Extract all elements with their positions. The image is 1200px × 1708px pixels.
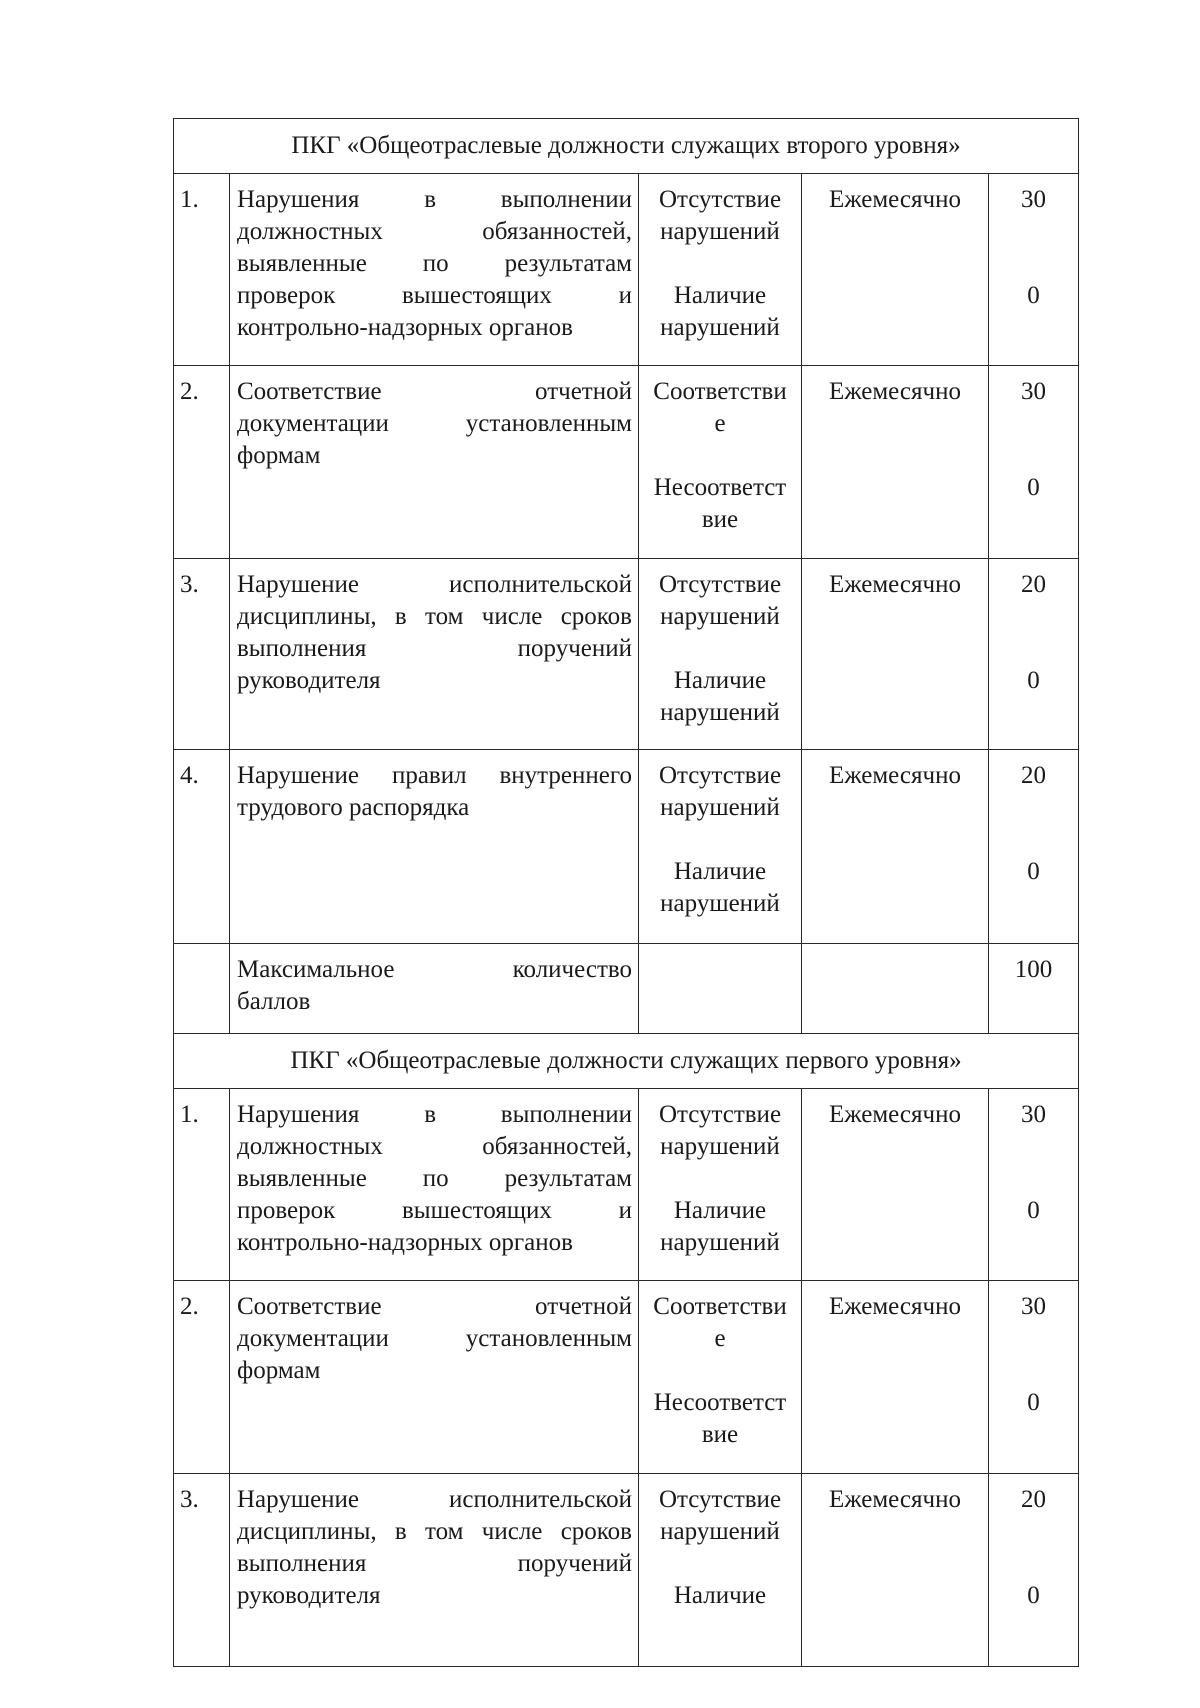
period-cell (802, 1281, 989, 1474)
points-max: 30 (1021, 1101, 1047, 1128)
criterion-line: выявленные по результатам (237, 250, 632, 277)
period-cell (802, 750, 989, 944)
max-points-value: 100 (1014, 956, 1053, 983)
row-number-text: 1. (180, 186, 199, 213)
criterion-line: должностных обязанностей, (237, 1133, 632, 1160)
criterion-line: выявленные по результатам (237, 1165, 632, 1192)
section-title (174, 119, 1079, 174)
points-max: 20 (1021, 1486, 1047, 1513)
criterion-line: Нарушения в выполнении (237, 186, 632, 213)
row-number (174, 366, 230, 559)
criterion-cell (230, 1281, 639, 1474)
criterion-line: формам (237, 1357, 321, 1384)
value-cell (639, 559, 802, 750)
criterion-line: проверок вышестоящих и (237, 282, 632, 309)
row-number (174, 1281, 230, 1474)
row-number-text: 3. (180, 1486, 199, 1513)
table-row (174, 1474, 1079, 1667)
row-number (174, 1089, 230, 1281)
criterion-line: руководителя (237, 667, 381, 694)
criterion-line: руководителя (237, 1582, 381, 1609)
period-text: Ежемесячно (829, 1486, 961, 1513)
table-row (174, 174, 1079, 366)
points-cell (989, 1281, 1079, 1474)
value-positive: Соответстви е (653, 1293, 787, 1352)
points-min: 0 (1027, 667, 1040, 694)
criterion-line: Соответствие отчетной (237, 1293, 632, 1320)
criterion-line: документации установленным (237, 1325, 632, 1352)
criterion-cell (230, 1474, 639, 1667)
criterion-line: контрольно-надзорных органов (237, 314, 573, 341)
value-positive: Соответстви е (653, 378, 787, 437)
value-negative: Наличие нарушений (660, 667, 780, 726)
row-number (174, 559, 230, 750)
points-min: 0 (1027, 282, 1040, 309)
criterion-line: Нарушение исполнительской (237, 1486, 632, 1513)
row-number-text: 3. (180, 571, 199, 598)
max-label-line: Максимальное количество (237, 956, 632, 983)
table-row (174, 366, 1079, 559)
criterion-line: дисциплины, в том числе сроков (237, 1518, 632, 1545)
row-number (174, 944, 230, 1034)
value-cell (639, 750, 802, 944)
period-cell (802, 174, 989, 366)
points-min: 0 (1027, 1197, 1040, 1224)
row-number-text: 4. (180, 762, 199, 789)
criterion-line: Соответствие отчетной (237, 378, 632, 405)
criterion-line: формам (237, 442, 321, 469)
max-points-cell (989, 944, 1079, 1034)
points-cell (989, 750, 1079, 944)
max-label-line: баллов (237, 988, 311, 1015)
points-min: 0 (1027, 474, 1040, 501)
criterion-cell (230, 1089, 639, 1281)
value-cell (639, 944, 802, 1034)
section-title-text: ПКГ «Общеотраслевые должности служащих второго уровня» (291, 132, 961, 159)
period-cell (802, 1089, 989, 1281)
period-cell (802, 559, 989, 750)
period-text: Ежемесячно (829, 378, 961, 405)
document-page (173, 118, 1078, 1667)
criterion-cell (230, 750, 639, 944)
value-cell (639, 366, 802, 559)
criterion-line: выполнения поручений (237, 635, 632, 662)
period-text: Ежемесячно (829, 1293, 961, 1320)
value-cell (639, 1089, 802, 1281)
criterion-line: должностных обязанностей, (237, 218, 632, 245)
points-max: 20 (1021, 762, 1047, 789)
value-negative: Несоответст вие (653, 1389, 787, 1448)
table-row (174, 1281, 1079, 1474)
row-number (174, 750, 230, 944)
value-negative: Несоответст вие (653, 474, 787, 533)
section-title (174, 1034, 1079, 1089)
points-min: 0 (1027, 1389, 1040, 1416)
criterion-line: Нарушение исполнительской (237, 571, 632, 598)
period-cell (802, 1474, 989, 1667)
period-cell (802, 944, 989, 1034)
period-cell (802, 366, 989, 559)
points-max: 30 (1021, 378, 1047, 405)
criterion-cell (230, 559, 639, 750)
criterion-line: выполнения поручений (237, 1550, 632, 1577)
points-min: 0 (1027, 858, 1040, 885)
value-positive: Отсутствие нарушений (658, 762, 782, 821)
points-cell (989, 174, 1079, 366)
value-positive: Отсутствие нарушений (658, 186, 782, 245)
value-cell (639, 174, 802, 366)
max-points-row (174, 944, 1079, 1034)
value-cell (639, 1281, 802, 1474)
criterion-cell (230, 366, 639, 559)
row-number (174, 174, 230, 366)
criterion-line: проверок вышестоящих и (237, 1197, 632, 1224)
points-cell (989, 1474, 1079, 1667)
criterion-cell (230, 174, 639, 366)
points-cell (989, 559, 1079, 750)
value-positive: Отсутствие нарушений (658, 571, 782, 630)
period-text: Ежемесячно (829, 571, 961, 598)
row-number-text: 1. (180, 1101, 199, 1128)
criterion-line: Нарушение правил внутреннего (237, 762, 632, 789)
row-number-text: 2. (180, 1293, 199, 1320)
period-text: Ежемесячно (829, 1101, 961, 1128)
max-label-cell (230, 944, 639, 1034)
period-text: Ежемесячно (829, 762, 961, 789)
row-number-text: 2. (180, 378, 199, 405)
value-negative: Наличие нарушений (660, 1197, 780, 1256)
criterion-line: Нарушения в выполнении (237, 1101, 632, 1128)
table-row (174, 559, 1079, 750)
points-max: 30 (1021, 186, 1047, 213)
value-negative: Наличие (673, 1582, 767, 1609)
points-cell (989, 366, 1079, 559)
points-cell (989, 1089, 1079, 1281)
period-text: Ежемесячно (829, 186, 961, 213)
points-max: 20 (1021, 571, 1047, 598)
criterion-line: трудового распорядка (237, 794, 470, 821)
table-row (174, 1089, 1079, 1281)
value-cell (639, 1474, 802, 1667)
criteria-table (173, 118, 1079, 1667)
points-min: 0 (1027, 1582, 1040, 1609)
value-positive: Отсутствие нарушений (658, 1486, 782, 1545)
value-positive: Отсутствие нарушений (658, 1101, 782, 1160)
table-row (174, 750, 1079, 944)
criterion-line: контрольно-надзорных органов (237, 1229, 573, 1256)
row-number (174, 1474, 230, 1667)
points-max: 30 (1021, 1293, 1047, 1320)
value-negative: Наличие нарушений (660, 858, 780, 917)
criterion-line: документации установленным (237, 410, 632, 437)
value-negative: Наличие нарушений (660, 282, 780, 341)
section-title-text: ПКГ «Общеотраслевые должности служащих первого уровня» (290, 1047, 962, 1074)
criterion-line: дисциплины, в том числе сроков (237, 603, 632, 630)
